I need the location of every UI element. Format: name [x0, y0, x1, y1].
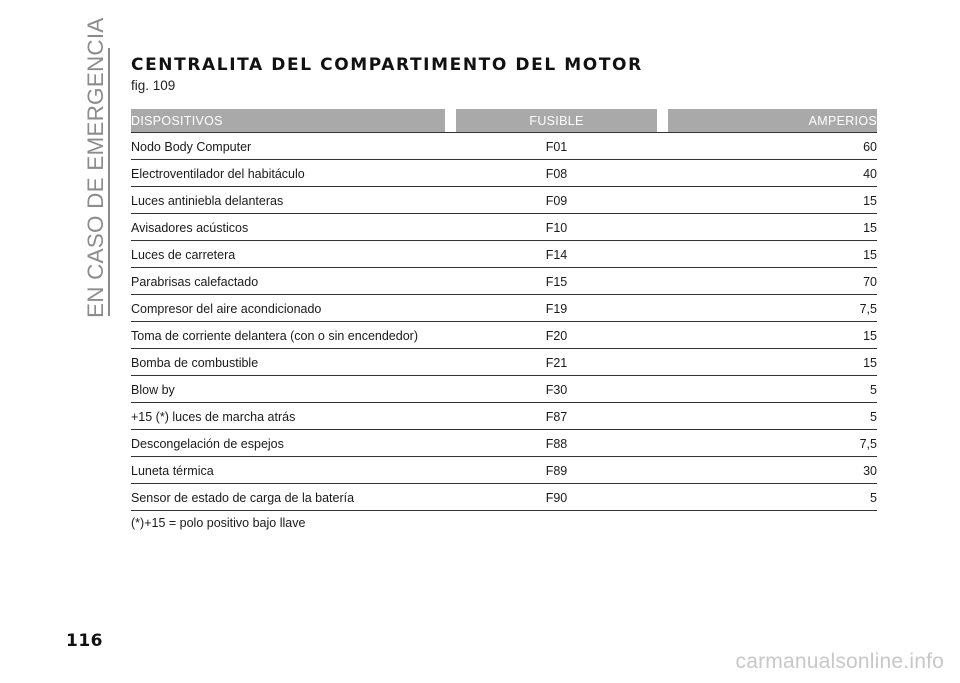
- page-number: 116: [66, 631, 103, 651]
- amps-cell: 15: [863, 329, 877, 343]
- amps-cell: 7,5: [859, 437, 877, 451]
- device-cell: Descongelación de espejos: [131, 437, 284, 451]
- amps-cell: 5: [870, 410, 877, 424]
- amps-cell: 15: [863, 221, 877, 235]
- table-row: [131, 403, 877, 430]
- device-cell: Electroventilador del habitáculo: [131, 167, 305, 181]
- table-body: [131, 133, 877, 511]
- section-heading: CENTRALITA DEL COMPARTIMENTO DEL MOTOR: [131, 55, 643, 75]
- fuse-table: [131, 109, 877, 530]
- device-cell: Blow by: [131, 383, 175, 397]
- amps-cell: 60: [863, 140, 877, 154]
- device-cell: Luces antiniebla delanteras: [131, 194, 284, 208]
- device-cell: Luneta térmica: [131, 464, 214, 478]
- amps-cell: 30: [863, 464, 877, 478]
- device-cell: +15 (*) luces de marcha atrás: [131, 410, 296, 424]
- table-footnote: (*)+15 = polo positivo bajo llave: [131, 516, 306, 530]
- table-row: [131, 457, 877, 484]
- table-row: [131, 160, 877, 187]
- device-cell: Sensor de estado de carga de la batería: [131, 491, 355, 505]
- table-header: [131, 109, 877, 132]
- fuse-cell: F89: [545, 464, 568, 478]
- fuse-cell: F14: [545, 248, 568, 262]
- device-cell: Bomba de combustible: [131, 356, 259, 370]
- amps-cell: 70: [863, 275, 877, 289]
- device-cell: Luces de carretera: [131, 248, 236, 262]
- device-cell: Avisadores acústicos: [131, 221, 249, 235]
- table-row: [131, 214, 877, 241]
- fuse-cell: F10: [545, 221, 568, 235]
- fuse-cell: F01: [545, 140, 568, 154]
- chapter-side-title-text: EN CASO DE EMERGENCIA: [83, 17, 108, 318]
- amps-cell: 5: [870, 383, 877, 397]
- fuse-cell: F08: [545, 167, 568, 181]
- table-row: [131, 241, 877, 268]
- device-cell: Toma de corriente delantera (con o sin encendedor): [131, 329, 418, 343]
- header-devices: DISPOSITIVOS: [131, 109, 445, 132]
- amps-cell: 5: [870, 491, 877, 505]
- chapter-side-rule: [108, 48, 110, 316]
- fuse-cell: F15: [545, 275, 568, 289]
- amps-cell: 15: [863, 356, 877, 370]
- fuse-cell: F88: [545, 437, 568, 451]
- fuse-cell: F19: [545, 302, 568, 316]
- amps-cell: 15: [863, 194, 877, 208]
- table-row: [131, 187, 877, 214]
- table-row: [131, 133, 877, 160]
- table-row: [131, 484, 877, 511]
- table-row: [131, 376, 877, 403]
- fuse-cell: F20: [545, 329, 568, 343]
- table-row: [131, 322, 877, 349]
- table-row: [131, 268, 877, 295]
- device-cell: Compresor del aire acondicionado: [131, 302, 322, 316]
- fuse-cell: F21: [545, 356, 568, 370]
- header-fuse: FUSIBLE: [456, 109, 657, 132]
- figure-reference: fig. 109: [131, 78, 176, 93]
- amps-cell: 7,5: [859, 302, 877, 316]
- device-cell: Nodo Body Computer: [131, 140, 252, 154]
- amps-cell: 15: [863, 248, 877, 262]
- fuse-cell: F90: [545, 491, 568, 505]
- fuse-cell: F09: [545, 194, 568, 208]
- header-amps: AMPERIOS: [668, 109, 877, 132]
- amps-cell: 40: [863, 167, 877, 181]
- watermark: carmanualsonline.info: [735, 650, 944, 673]
- fuse-cell: F87: [545, 410, 568, 424]
- table-row: [131, 430, 877, 457]
- fuse-cell: F30: [545, 383, 568, 397]
- device-cell: Parabrisas calefactado: [131, 275, 259, 289]
- table-row: [131, 349, 877, 376]
- table-row: [131, 295, 877, 322]
